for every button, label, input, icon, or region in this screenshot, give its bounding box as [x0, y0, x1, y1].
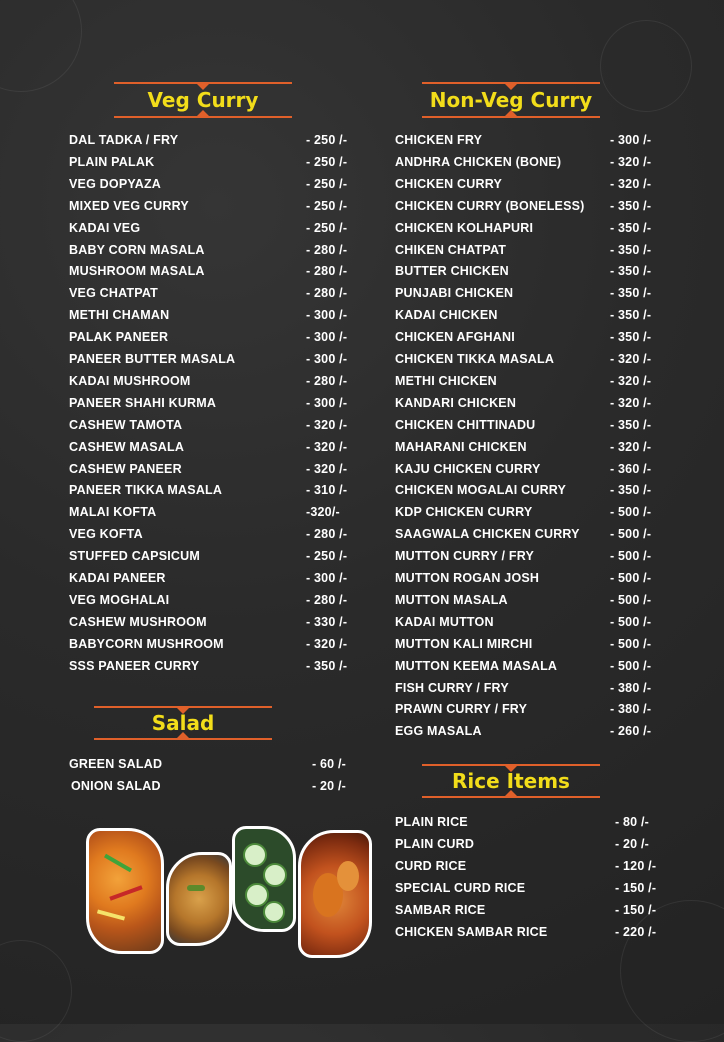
menu-item-name: KAJU CHICKEN CURRY [395, 461, 541, 476]
menu-item-price: - 350 /- [610, 198, 652, 213]
menu-item-name: FISH CURRY / FRY [395, 680, 509, 695]
menu-item-row [69, 196, 369, 216]
menu-item-price: - 320 /- [306, 636, 348, 651]
menu-item-name: ANDHRA CHICKEN (BONE) [395, 154, 562, 169]
menu-item-price: - 500 /- [610, 592, 652, 607]
menu-item-price: -320/- [306, 505, 340, 520]
menu-item-row [395, 459, 685, 479]
menu-item-row [395, 261, 685, 281]
background-doodle [0, 0, 82, 92]
menu-item-name: BUTTER CHICKEN [395, 264, 509, 279]
menu-item-row [69, 327, 369, 347]
menu-item-row [69, 656, 369, 676]
menu-item-row [69, 776, 369, 796]
menu-item-price: - 380 /- [610, 680, 652, 695]
veg-curry-photo [86, 828, 164, 954]
menu-item-price: - 300 /- [306, 330, 348, 345]
menu-item-row [69, 459, 369, 479]
menu-item-row [69, 261, 369, 281]
menu-item-row [69, 590, 369, 610]
menu-item-row [69, 754, 369, 774]
menu-item-price: - 350 /- [306, 658, 348, 673]
non-veg-curry-title: Non-Veg Curry [429, 88, 593, 112]
menu-item-row [395, 656, 685, 676]
non-veg-curry-header [422, 82, 600, 118]
menu-item-name: PLAIN CURD [395, 837, 475, 851]
menu-item-row [395, 590, 685, 610]
menu-item-price: - 320 /- [610, 373, 652, 388]
menu-item-row [69, 634, 369, 654]
menu-item-row [395, 174, 685, 194]
menu-item-row [395, 634, 685, 654]
menu-item-row [69, 546, 369, 566]
menu-item-row [395, 152, 685, 172]
menu-item-row [395, 568, 685, 588]
menu-item-row [395, 240, 685, 260]
menu-item-price: - 360 /- [610, 461, 652, 476]
menu-item-price: - 350 /- [610, 483, 652, 498]
background-doodle [0, 940, 72, 1042]
menu-item-name: MUTTON CURRY / FRY [395, 549, 535, 564]
menu-item-row [395, 878, 685, 898]
menu-item-name: BABYCORN MUSHROOM [69, 636, 224, 651]
menu-item-price: - 300 /- [610, 133, 652, 147]
menu-item-row [395, 218, 685, 238]
menu-item-row [69, 393, 369, 413]
menu-item-name: PALAK PANEER [69, 330, 169, 345]
menu-item-name: SAMBAR RICE [395, 903, 486, 917]
menu-item-name: BABY CORN MASALA [69, 242, 205, 257]
menu-item-price: - 260 /- [610, 724, 652, 739]
menu-item-row [395, 349, 685, 369]
menu-item-row [69, 568, 369, 588]
menu-item-name: SAAGWALA CHICKEN CURRY [395, 527, 580, 542]
menu-item-name: CHICKEN SAMBAR RICE [395, 925, 548, 939]
menu-item-name: KADAI VEG [69, 220, 141, 235]
menu-item-row [69, 371, 369, 391]
menu-item-price: - 150 /- [615, 881, 657, 895]
menu-item-name: PRAWN CURRY / FRY [395, 702, 528, 717]
menu-item-price: - 350 /- [610, 417, 652, 432]
rice-items-title: Rice Items [452, 769, 570, 793]
menu-item-price: - 500 /- [610, 636, 652, 651]
menu-item-price: - 500 /- [610, 658, 652, 673]
rice-items-list [395, 812, 685, 944]
menu-item-row [395, 480, 685, 500]
menu-item-row [395, 283, 685, 303]
menu-item-row [395, 699, 685, 719]
menu-item-price: - 350 /- [610, 242, 652, 257]
menu-item-price: - 250 /- [306, 198, 348, 213]
menu-item-name: CASHEW TAMOTA [69, 417, 183, 432]
menu-item-price: - 310 /- [306, 483, 348, 498]
menu-item-price: - 350 /- [610, 330, 652, 345]
menu-item-price: - 320 /- [610, 395, 652, 410]
menu-item-name: CHICKEN CURRY (BONELESS) [395, 198, 585, 213]
veg-curry-title: Veg Curry [147, 88, 259, 112]
menu-item-name: METHI CHAMAN [69, 308, 170, 323]
menu-item-name: KADAI PANEER [69, 571, 166, 585]
menu-item-name: CHICKEN AFGHANI [395, 330, 515, 345]
menu-item-row [395, 371, 685, 391]
menu-item-price: - 220 /- [615, 925, 657, 939]
menu-item-name: PANEER SHAHI KURMA [69, 395, 217, 410]
salad-header [94, 706, 272, 740]
menu-item-name: VEG DOPYAZA [69, 176, 162, 191]
menu-item-price: - 250 /- [306, 176, 348, 191]
menu-item-row [69, 283, 369, 303]
menu-item-row [69, 349, 369, 369]
menu-item-name: MUSHROOM MASALA [69, 264, 205, 279]
menu-item-name: PANEER TIKKA MASALA [69, 483, 223, 498]
menu-item-name: CHICKEN CHITTINADU [395, 417, 536, 432]
menu-item-name: GREEN SALAD [69, 757, 163, 771]
menu-item-price: - 500 /- [610, 505, 652, 520]
menu-item-name: MALAI KOFTA [69, 505, 157, 520]
menu-item-price: - 330 /- [306, 614, 348, 629]
menu-item-row [69, 130, 369, 150]
menu-item-price: - 300 /- [306, 395, 348, 410]
menu-item-row [395, 393, 685, 413]
menu-item-name: MUTTON KEEMA MASALA [395, 658, 558, 673]
menu-item-name: CURD RICE [395, 859, 467, 873]
menu-item-row [69, 437, 369, 457]
menu-item-name: CHICKEN MOGALAI CURRY [395, 483, 567, 498]
menu-item-price: - 300 /- [306, 352, 348, 366]
menu-item-name: CASHEW MASALA [69, 439, 185, 454]
menu-item-name: ONION SALAD [71, 779, 161, 793]
menu-item-row [395, 856, 685, 876]
menu-item-name: PANEER BUTTER MASALA [69, 352, 236, 366]
menu-item-price: - 500 /- [610, 527, 652, 542]
menu-item-price: - 20 /- [312, 779, 347, 793]
menu-item-price: - 250 /- [306, 133, 348, 147]
menu-item-row [69, 502, 369, 522]
menu-item-name: VEG KOFTA [69, 527, 143, 542]
menu-item-name: CHICKEN TIKKA MASALA [395, 352, 555, 366]
menu-item-price: - 500 /- [610, 571, 652, 585]
menu-item-name: CHICKEN KOLHAPURI [395, 220, 534, 235]
menu-item-row [395, 196, 685, 216]
menu-item-price: - 150 /- [615, 903, 657, 917]
menu-item-price: - 60 /- [312, 757, 347, 771]
menu-item-price: - 320 /- [306, 461, 348, 476]
menu-item-name: METHI CHICKEN [395, 373, 497, 388]
menu-item-row [395, 415, 685, 435]
menu-item-name: CASHEW MUSHROOM [69, 614, 207, 629]
menu-item-name: KADAI MUTTON [395, 614, 494, 629]
menu-item-price: - 280 /- [306, 373, 348, 388]
menu-item-name: KDP CHICKEN CURRY [395, 505, 533, 520]
menu-item-price: - 500 /- [610, 549, 652, 564]
menu-item-name: MUTTON KALI MIRCHI [395, 636, 533, 651]
menu-item-name: MUTTON MASALA [395, 592, 508, 607]
menu-item-price: - 20 /- [615, 837, 650, 851]
menu-item-price: - 280 /- [306, 264, 348, 279]
menu-item-name: SSS PANEER CURRY [69, 658, 200, 673]
cucumber-salad-photo [232, 826, 296, 932]
menu-item-name: EGG MASALA [395, 724, 482, 739]
menu-item-row [395, 327, 685, 347]
menu-item-row [69, 174, 369, 194]
menu-item-price: - 250 /- [306, 220, 348, 235]
menu-item-price: - 300 /- [306, 571, 348, 585]
menu-item-name: CHIKEN CHATPAT [395, 242, 507, 257]
menu-item-price: - 280 /- [306, 527, 348, 542]
menu-item-price: - 280 /- [306, 242, 348, 257]
menu-item-row [69, 415, 369, 435]
menu-item-row [395, 812, 685, 832]
menu-item-row [395, 437, 685, 457]
menu-item-price: - 500 /- [610, 614, 652, 629]
menu-item-name: CHICKEN CURRY [395, 176, 503, 191]
menu-item-price: - 350 /- [610, 308, 652, 323]
menu-item-row [69, 612, 369, 632]
menu-item-name: PLAIN PALAK [69, 154, 155, 169]
menu-item-price: - 320 /- [610, 439, 652, 454]
menu-item-row [395, 524, 685, 544]
menu-item-row [395, 678, 685, 698]
menu-item-price: - 80 /- [615, 815, 650, 829]
menu-item-row [69, 480, 369, 500]
menu-item-row [69, 305, 369, 325]
menu-item-name: CASHEW PANEER [69, 461, 182, 476]
rice-items-header [422, 764, 600, 798]
menu-item-name: PUNJABI CHICKEN [395, 286, 514, 301]
veg-curry-list [69, 130, 369, 678]
menu-item-row [69, 240, 369, 260]
menu-item-row [395, 546, 685, 566]
salad-list [69, 754, 369, 798]
menu-item-price: - 350 /- [610, 286, 652, 301]
menu-item-row [395, 305, 685, 325]
menu-item-name: MAHARANI CHICKEN [395, 439, 527, 454]
menu-item-price: - 320 /- [610, 154, 652, 169]
menu-item-name: VEG MOGHALAI [69, 592, 170, 607]
menu-item-price: - 320 /- [306, 417, 348, 432]
menu-item-row [395, 721, 685, 741]
dal-photo [166, 852, 232, 946]
menu-item-price: - 320 /- [610, 352, 652, 366]
menu-item-price: - 280 /- [306, 592, 348, 607]
menu-item-name: STUFFED CAPSICUM [69, 549, 200, 564]
non-veg-curry-list [395, 130, 685, 746]
menu-item-price: - 280 /- [306, 286, 348, 301]
menu-item-name: SPECIAL CURD RICE [395, 881, 526, 895]
menu-item-row [395, 502, 685, 522]
menu-item-name: MIXED VEG CURRY [69, 198, 189, 213]
menu-item-row [69, 152, 369, 172]
menu-item-name: KANDARI CHICKEN [395, 395, 517, 410]
menu-item-row [395, 130, 685, 150]
menu-item-price: - 120 /- [615, 859, 657, 873]
menu-item-row [395, 834, 685, 854]
menu-item-name: KADAI CHICKEN [395, 308, 498, 323]
menu-item-row [69, 218, 369, 238]
menu-item-name: VEG CHATPAT [69, 286, 159, 301]
veg-curry-header [114, 82, 292, 118]
salad-title: Salad [151, 711, 215, 735]
background-doodle [600, 20, 692, 112]
menu-item-name: CHICKEN FRY [395, 133, 483, 147]
menu-item-row [395, 900, 685, 920]
menu-item-name: PLAIN RICE [395, 815, 468, 829]
menu-item-price: - 380 /- [610, 702, 652, 717]
menu-item-row [395, 922, 685, 942]
menu-item-price: - 320 /- [610, 176, 652, 191]
menu-item-name: DAL TADKA / FRY [69, 133, 179, 147]
menu-item-price: - 250 /- [306, 154, 348, 169]
menu-item-price: - 350 /- [610, 264, 652, 279]
menu-item-name: MUTTON ROGAN JOSH [395, 571, 540, 585]
menu-item-price: - 250 /- [306, 549, 348, 564]
menu-item-row [395, 612, 685, 632]
menu-item-price: - 350 /- [610, 220, 652, 235]
menu-item-price: - 320 /- [306, 439, 348, 454]
menu-item-row [69, 524, 369, 544]
menu-item-name: KADAI MUSHROOM [69, 373, 191, 388]
menu-item-price: - 300 /- [306, 308, 348, 323]
chicken-curry-photo [298, 830, 372, 958]
